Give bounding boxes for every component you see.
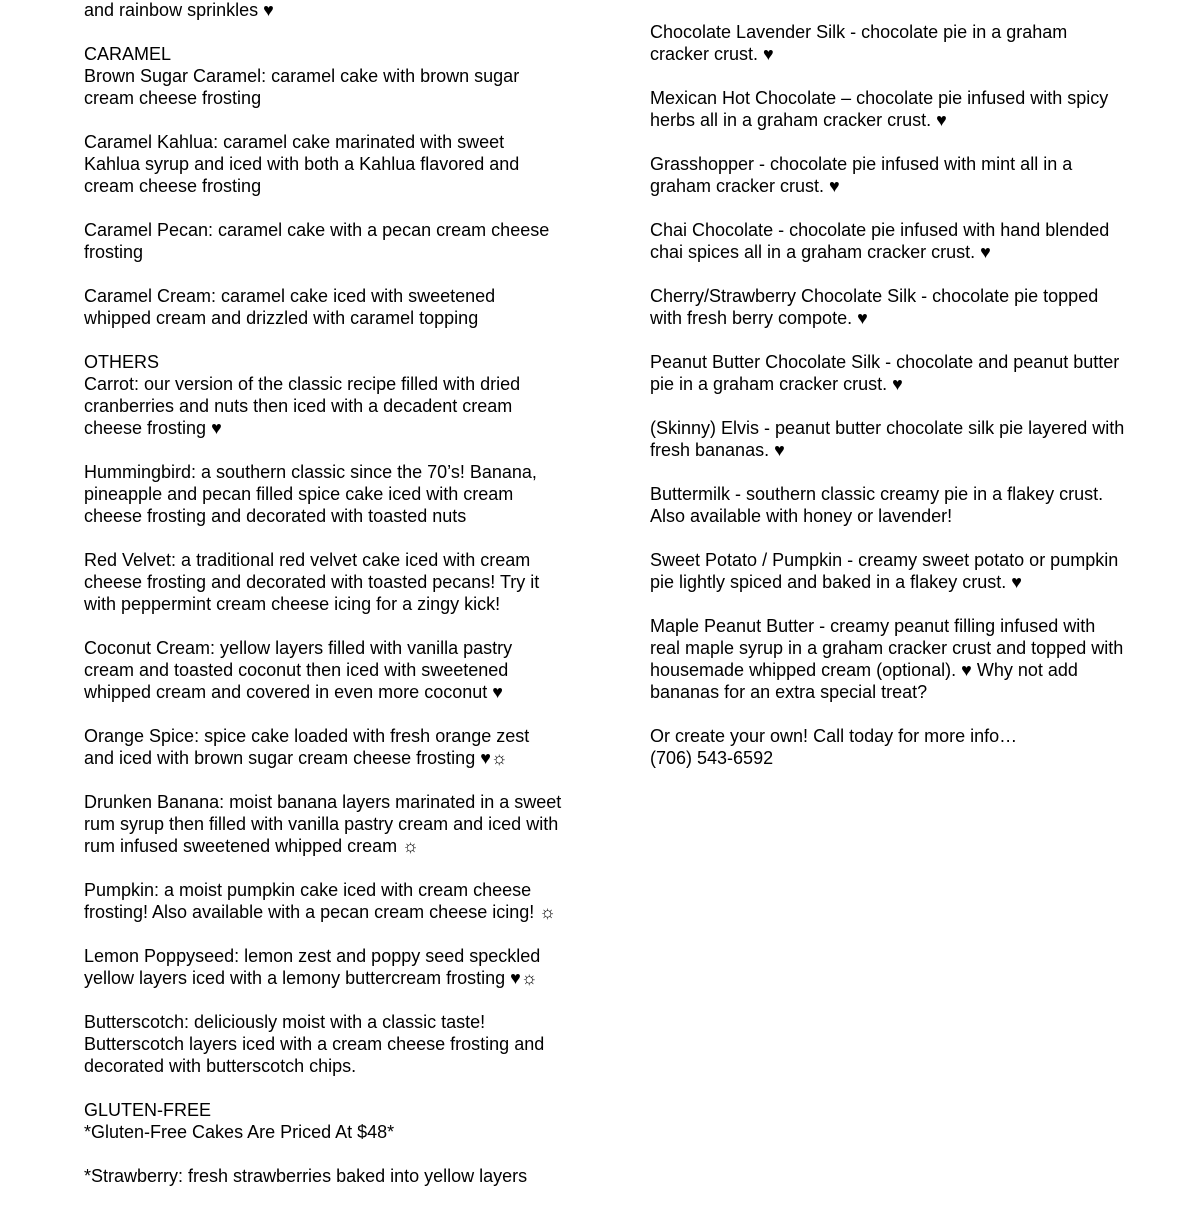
- caramel-section: [84, 43, 574, 109]
- text-line: and rainbow sprinkles ♥: [84, 0, 274, 20]
- text-line: Orange Spice: spice cake loaded with fresh orange zest: [84, 726, 530, 746]
- text-line: Hummingbird: a southern classic since the 70’s! Banana,: [84, 462, 537, 482]
- menu-item-orange-spice: [84, 725, 574, 769]
- text-line: Cherry/Strawberry Chocolate Silk - chocolate pie topped: [650, 286, 1099, 306]
- text-line: decorated with butterscotch chips.: [84, 1056, 357, 1076]
- menu-item-rainbow-sprinkles-end: [84, 0, 574, 21]
- menu-item-chai-chocolate: [650, 219, 1150, 263]
- text-line: Brown Sugar Caramel: caramel cake with brown sugar: [84, 66, 520, 86]
- text-line: cream cheese frosting: [84, 88, 262, 108]
- text-line: pie lightly spiced and baked in a flakey crust. ♥: [650, 572, 1022, 592]
- text-line: (Skinny) Elvis - peanut butter chocolate silk pie layered with: [650, 418, 1125, 438]
- menu-item-red-velvet: [84, 549, 574, 615]
- menu-item-cherry-strawberry-chocolate-silk: [650, 285, 1150, 329]
- text-line: frosting: [84, 242, 144, 262]
- menu-item-coconut-cream: [84, 637, 574, 703]
- text-line: cheese frosting and decorated with toasted nuts: [84, 506, 467, 526]
- text-line: frosting! Also available with a pecan cream cheese icing! ☼: [84, 902, 556, 922]
- menu-item-buttermilk: [650, 483, 1150, 527]
- right-column: [650, 0, 1150, 791]
- text-line: pie in a graham cracker crust. ♥: [650, 374, 903, 394]
- text-line: chai spices all in a graham cracker crust. ♥: [650, 242, 991, 262]
- text-line: Grasshopper - chocolate pie infused with mint all in a: [650, 154, 1073, 174]
- text-line: cream cheese frosting: [84, 176, 262, 196]
- text-line: rum syrup then filled with vanilla pastry cream and iced with: [84, 814, 559, 834]
- text-line: Buttermilk - southern classic creamy pie in a flakey crust.: [650, 484, 1104, 504]
- menu-item-caramel-cream: [84, 285, 574, 329]
- text-line: Sweet Potato / Pumpkin - creamy sweet potato or pumpkin: [650, 550, 1119, 570]
- menu-item-grasshopper: [650, 153, 1150, 197]
- menu-item-caramel-kahlua: [84, 131, 574, 197]
- text-line: graham cracker crust. ♥: [650, 176, 840, 196]
- text-line: fresh bananas. ♥: [650, 440, 785, 460]
- others-section: [84, 351, 574, 439]
- text-line: Peanut Butter Chocolate Silk - chocolate and peanut butter: [650, 352, 1120, 372]
- menu-item-peanut-butter-chocolate-silk: [650, 351, 1150, 395]
- text-line: real maple syrup in a graham cracker crust and topped with: [650, 638, 1124, 658]
- text-line: pineapple and pecan filled spice cake iced with cream: [84, 484, 514, 504]
- contact-info: [650, 725, 1150, 769]
- text-line: whipped cream and covered in even more coconut ♥: [84, 682, 503, 702]
- text-line: Chocolate Lavender Silk - chocolate pie in a graham: [650, 22, 1068, 42]
- menu-item-strawberry: [84, 1165, 574, 1187]
- text-line: housemade whipped cream (optional). ♥ Why not add: [650, 660, 1078, 680]
- phone-number: (706) 543-6592: [650, 748, 774, 768]
- left-column: [84, 0, 574, 1209]
- text-line: Butterscotch layers iced with a cream cheese frosting and: [84, 1034, 545, 1054]
- menu-item-mexican-hot-chocolate: [650, 87, 1150, 131]
- text-line: herbs all in a graham cracker crust. ♥: [650, 110, 947, 130]
- text-line: Mexican Hot Chocolate – chocolate pie infused with spicy: [650, 88, 1109, 108]
- text-line: yellow layers iced with a lemony buttercream frosting ♥☼: [84, 968, 538, 988]
- text-line: Also available with honey or lavender!: [650, 506, 953, 526]
- text-line: Red Velvet: a traditional red velvet cake iced with cream: [84, 550, 531, 570]
- text-line: Pumpkin: a moist pumpkin cake iced with cream cheese: [84, 880, 532, 900]
- spacer: [650, 0, 1150, 21]
- text-line: Caramel Kahlua: caramel cake marinated with sweet: [84, 132, 505, 152]
- text-line: Butterscotch: deliciously moist with a classic taste!: [84, 1012, 486, 1032]
- text-line: *Gluten-Free Cakes Are Priced At $48*: [84, 1122, 395, 1142]
- text-line: whipped cream and drizzled with caramel topping: [84, 308, 479, 328]
- text-line: Chai Chocolate - chocolate pie infused with hand blended: [650, 220, 1110, 240]
- text-line: Kahlua syrup and iced with both a Kahlua flavored and: [84, 154, 520, 174]
- text-line: Caramel Cream: caramel cake iced with sweetened: [84, 286, 496, 306]
- text-line: cream and toasted coconut then iced with sweetened: [84, 660, 509, 680]
- text-line: cheese frosting ♥: [84, 418, 222, 438]
- menu-item-drunken-banana: [84, 791, 574, 857]
- gluten-free-section: [84, 1099, 574, 1143]
- text-line: bananas for an extra special treat?: [650, 682, 928, 702]
- text-line: and iced with brown sugar cream cheese frosting ♥☼: [84, 748, 508, 768]
- menu-item-lemon-poppyseed: [84, 945, 574, 989]
- menu-item-caramel-pecan: [84, 219, 574, 263]
- text-line: Lemon Poppyseed: lemon zest and poppy seed speckled: [84, 946, 541, 966]
- menu-item-skinny-elvis: [650, 417, 1150, 461]
- menu-item-sweet-potato-pumpkin: [650, 549, 1150, 593]
- text-line: Caramel Pecan: caramel cake with a pecan cream cheese: [84, 220, 550, 240]
- text-line: Drunken Banana: moist banana layers marinated in a sweet: [84, 792, 562, 812]
- section-heading-others: OTHERS: [84, 352, 160, 372]
- menu-item-maple-peanut-butter: [650, 615, 1150, 703]
- menu-item-chocolate-lavender-silk: [650, 21, 1150, 65]
- section-heading-gluten-free: GLUTEN-FREE: [84, 1100, 212, 1120]
- section-heading-caramel: CARAMEL: [84, 44, 172, 64]
- text-line: cheese frosting and decorated with toasted pecans! Try it: [84, 572, 540, 592]
- text-line: Coconut Cream: yellow layers filled with vanilla pastry: [84, 638, 513, 658]
- menu-item-pumpkin: [84, 879, 574, 923]
- text-line: Carrot: our version of the classic recipe filled with dried: [84, 374, 521, 394]
- menu-item-hummingbird: [84, 461, 574, 527]
- text-line: *Strawberry: fresh strawberries baked into yellow layers: [84, 1166, 528, 1186]
- text-line: Or create your own! Call today for more info…: [650, 726, 1018, 746]
- text-line: with fresh berry compote. ♥: [650, 308, 868, 328]
- text-line: rum infused sweetened whipped cream ☼: [84, 836, 419, 856]
- text-line: with peppermint cream cheese icing for a zingy kick!: [84, 594, 501, 614]
- text-line: cracker crust. ♥: [650, 44, 774, 64]
- text-line: Maple Peanut Butter - creamy peanut filling infused with: [650, 616, 1096, 636]
- text-line: cranberries and nuts then iced with a decadent cream: [84, 396, 513, 416]
- menu-item-butterscotch: [84, 1011, 574, 1077]
